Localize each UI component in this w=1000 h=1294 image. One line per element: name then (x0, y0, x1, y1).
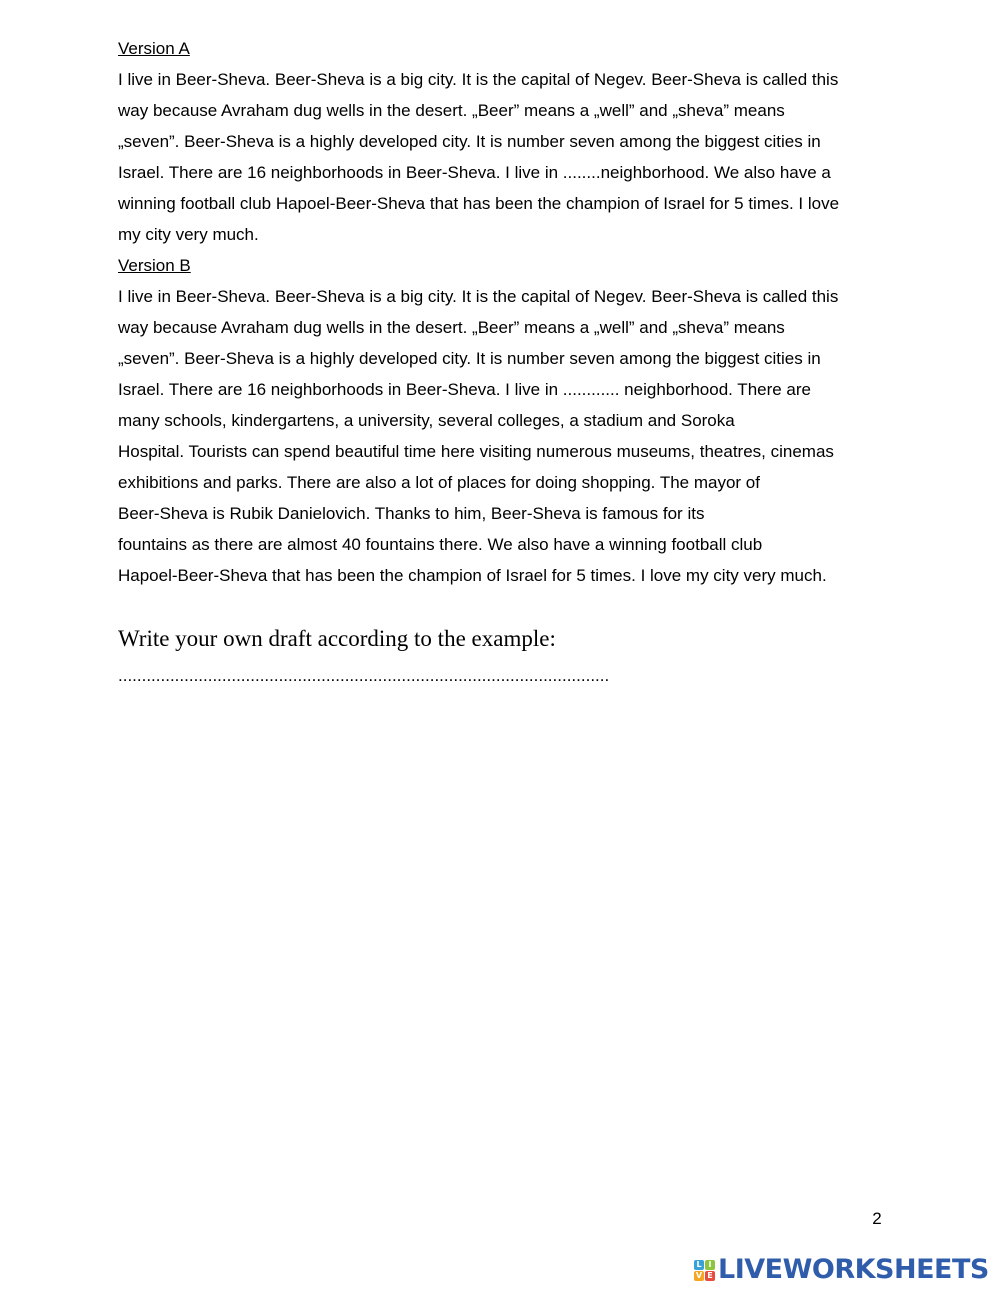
version-a-line: „seven”. Beer-Sheva is a highly developed city. It is number seven among the biggest cities in (118, 132, 821, 151)
version-a-line: Israel. There are 16 neighborhoods in Beer-Sheva. I live in ........neighborhood. We also have a (118, 163, 831, 182)
version-b-line: Hapoel-Beer-Sheva that has been the champion of Israel for 5 times. I love my city very much. (118, 566, 827, 585)
draft-answer-line[interactable]: ........................................................................................................ (118, 666, 610, 685)
logo-mark-letter: I (705, 1260, 715, 1270)
liveworksheets-logo (694, 1252, 989, 1288)
version-a-line: I live in Beer-Sheva. Beer-Sheva is a big city. It is the capital of Negev. Beer-Sheva is called this (118, 70, 839, 89)
version-a-line: way because Avraham dug wells in the desert. „Beer” means a „well” and „sheva” means (118, 101, 785, 120)
version-b-line: Israel. There are 16 neighborhoods in Beer-Sheva. I live in ............ neighborhood. There are (118, 380, 812, 399)
version-a-line: my city very much. (118, 225, 259, 244)
version-b-line: many schools, kindergartens, a university, several colleges, a stadium and Soroka (118, 411, 735, 430)
version-b-line: way because Avraham dug wells in the desert. „Beer” means a „well” and „sheva” means (118, 318, 785, 337)
version-b-line: „seven”. Beer-Sheva is a highly developed city. It is number seven among the biggest cities in (118, 349, 821, 368)
example-texts (118, 33, 888, 591)
version-b-line: Hospital. Tourists can spend beautiful time here visiting numerous museums, theatres, cinemas (118, 442, 834, 461)
page-number: 2 (872, 1209, 882, 1228)
version-a-heading: Version A (118, 39, 190, 58)
draft-prompt: Write your own draft according to the example: (118, 626, 556, 651)
version-b-line: exhibitions and parks. There are also a lot of places for doing shopping. The mayor of (118, 473, 760, 492)
version-b-line: Beer-Sheva is Rubik Danielovich. Thanks to him, Beer-Sheva is famous for its (118, 504, 705, 523)
version-b-heading: Version B (118, 256, 191, 275)
logo-mark-letter: E (705, 1271, 715, 1281)
version-a-line: winning football club Hapoel-Beer-Sheva that has been the champion of Israel for 5 times. I love (118, 194, 840, 213)
logo-text: LIVEWORKSHEETS (718, 1254, 989, 1285)
logo-mark-letter: L (694, 1260, 704, 1270)
version-b-line: I live in Beer-Sheva. Beer-Sheva is a big city. It is the capital of Negev. Beer-Sheva is called this (118, 287, 839, 306)
version-b-line: fountains as there are almost 40 fountains there. We also have a winning football club (118, 535, 763, 554)
logo-mark-icon (694, 1260, 715, 1281)
logo-mark-letter: V (695, 1270, 703, 1280)
